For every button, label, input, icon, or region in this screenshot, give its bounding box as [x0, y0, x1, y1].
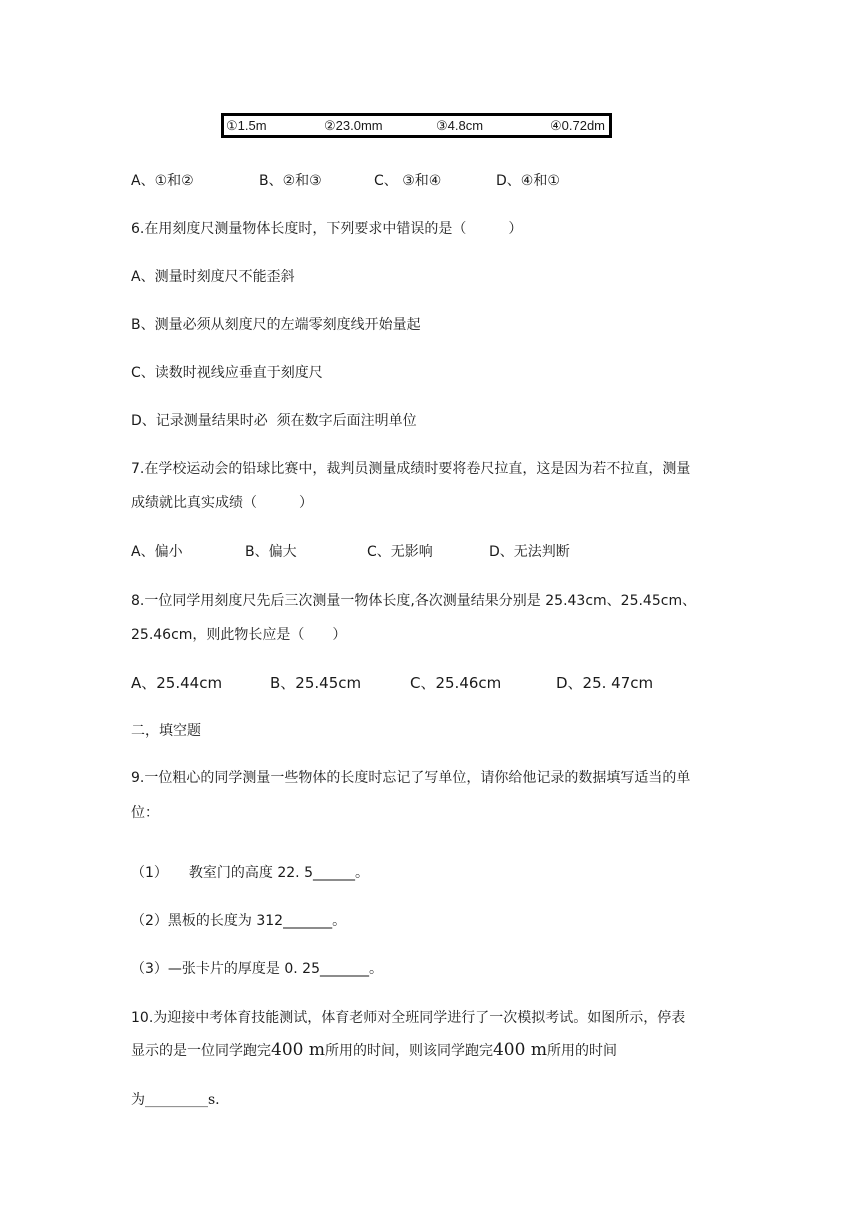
q9-stem-line1: 9.一位粗心的同学测量一些物体的长度时忘记了写单位，请你给他记录的数据填写适当的单	[131, 770, 691, 786]
q6-stem: 6.在用刻度尺测量物体长度时，下列要求中错误的是（ ）	[131, 221, 523, 237]
choice-1: ①1.5m	[226, 118, 267, 133]
q5-option-b: B、②和③	[259, 173, 322, 189]
q7-option-c: C、无影响	[367, 544, 433, 560]
q6-option-a: A、测量时刻度尺不能歪斜	[131, 269, 295, 285]
q6-option-c: C、读数时视线应垂直于刻度尺	[131, 365, 323, 381]
q10-line2-c: 所用的时间	[546, 1043, 617, 1059]
choice-4: ④0.72dm	[550, 118, 606, 133]
q10-line2	[131, 1040, 617, 1061]
q10-line1: 10.为迎接中考体育技能测试，体育老师对全班同学进行了一次模拟考试。如图所示，停表	[131, 1010, 686, 1026]
q9-item-3: （3）—张卡片的厚度是 0. 25_______。	[131, 961, 383, 977]
section-title: 二，填空题	[131, 723, 201, 739]
q9-stem-line2: 位：	[131, 805, 159, 821]
q8-option-b: B、25.45cm	[270, 674, 362, 692]
q5-option-a: A、①和②	[131, 173, 194, 189]
q5-option-d: D、④和①	[496, 173, 560, 189]
q9-item-2: （2）黑板的长度为 312_______。	[131, 913, 347, 929]
q8-option-d: D、25. 47cm	[556, 674, 654, 692]
q9-item-1: （1） 教室门的高度 22. 5______。	[131, 865, 369, 881]
q8-option-c: C、25.46cm	[410, 674, 502, 692]
q7-stem-line2: 成绩就比真实成绩（ ）	[131, 495, 313, 511]
q8-stem-line1: 8.一位同学用刻度尺先后三次测量一物体长度,各次测量结果分别是 25.43cm、25.45cm、	[131, 593, 697, 609]
q10-line2-b: 所用的时间，则该同学跑完	[324, 1043, 493, 1059]
q7-option-a: A、偏小	[131, 544, 183, 560]
q8-option-a: A、25.44cm	[131, 674, 223, 692]
choice-2: ②23.0mm	[324, 118, 383, 133]
q10-line3: 为_________s.	[131, 1092, 220, 1108]
q7-stem-line1: 7.在学校运动会的铅球比赛中，裁判员测量成绩时要将卷尺拉直，这是因为若不拉直，测量	[131, 461, 691, 477]
q5-option-c: C、 ③和④	[374, 173, 442, 189]
q6-option-d: D、记录测量结果时必 须在数字后面注明单位	[131, 413, 417, 429]
q7-option-d: D、无法判断	[489, 544, 570, 560]
q6-option-b: B、测量必须从刻度尺的左端零刻度线开始量起	[131, 317, 421, 333]
answer-choices-box	[221, 113, 612, 138]
choice-3: ③4.8cm	[436, 118, 484, 133]
q10-distance-2: 400 m	[492, 1040, 547, 1060]
q10-line2-a: 显示的是一位同学跑完	[131, 1043, 271, 1059]
q8-stem-line2: 25.46cm，则此物长应是（ ）	[131, 627, 347, 643]
q7-option-b: B、偏大	[245, 544, 297, 560]
q10-distance-1: 400 m	[271, 1040, 325, 1060]
